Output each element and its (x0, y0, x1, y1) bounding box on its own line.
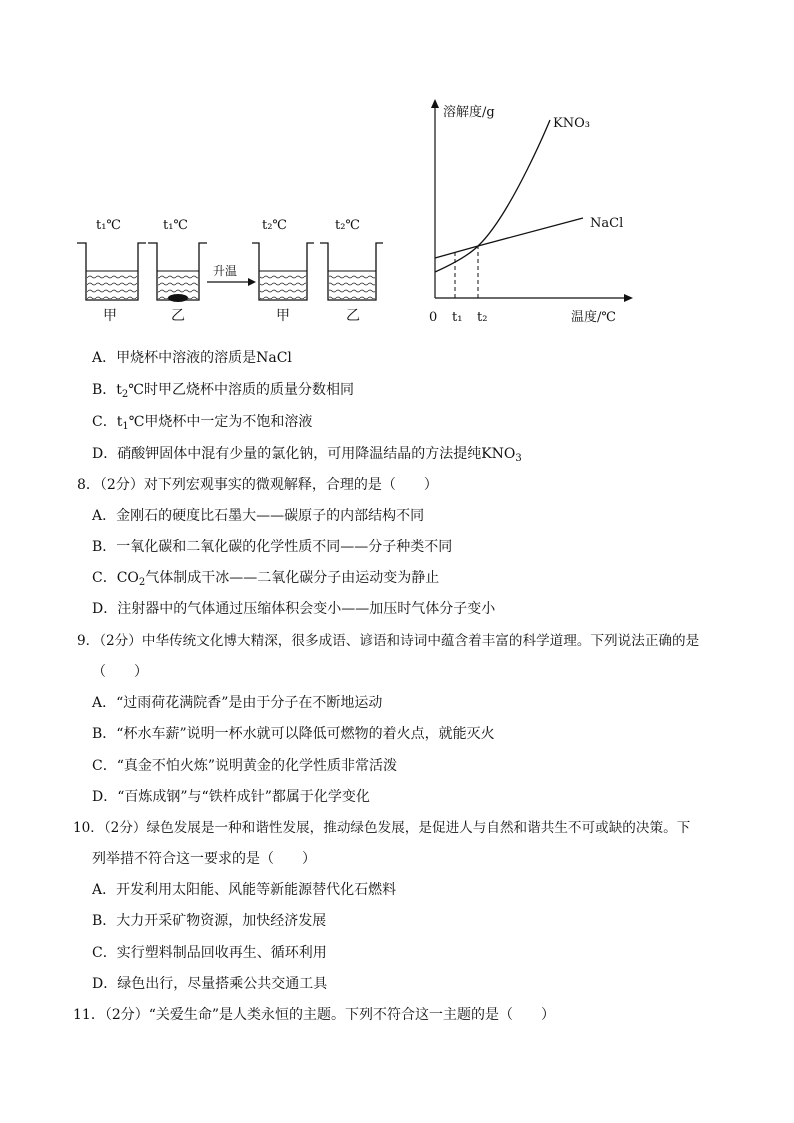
q10-option-d: D．绿色出行，尽量搭乘公共交通工具 (92, 976, 328, 992)
q8-stem: 8．（2分）对下列宏观事实的微观解释，合理的是（ ） (77, 477, 438, 493)
q10-option-b: B．大力开采矿物资源，加快经济发展 (92, 913, 327, 929)
q10-option-a: A．开发利用太阳能、风能等新能源替代化石燃料 (92, 882, 397, 898)
beaker-4-label: 乙 (346, 308, 360, 324)
q11-stem: 11．（2分）“关爱生命”是人类永恒的主题。下列不符合这一主题的是（ ） (73, 1007, 556, 1023)
beaker-2-label: 乙 (171, 308, 185, 324)
q10-stem: 10．（2分）绿色发展是一种和谐性发展，推动绿色发展，是促进人与自然和谐共生不可或缺的决策。下 (73, 820, 691, 836)
series-label-nacl: NaCl (590, 216, 624, 231)
beaker-1-label: 甲 (103, 308, 117, 324)
q8-option-b: B．一氧化碳和二氧化碳的化学性质不同——分子种类不同 (92, 539, 453, 555)
q9-stem: 9．（2分）中华传统文化博大精深，很多成语、谚语和诗词中蕴含着丰富的科学道理。下列说法正确的是 (77, 633, 700, 649)
q8-option-a: A．金刚石的硬度比石墨大——碳原子的内部结构不同 (92, 508, 425, 524)
x-axis-arrow (624, 294, 633, 302)
q8-option-d: D．注射器中的气体通过压缩体积会变小——加压时气体分子变小 (92, 601, 496, 617)
q10-stem-cont: 列举措不符合这一要求的是（ ） (92, 851, 316, 867)
x-tick-t2: t₂ (477, 310, 488, 325)
q8-option-c: C．$CO_2$气体制成干冰——二氧化碳分子由运动变为静止 (92, 570, 440, 588)
beaker-jia-t2 (252, 218, 314, 324)
beaker-3-temp: t₂℃ (262, 218, 287, 233)
nacl-curve (435, 218, 583, 258)
q9-option-c: C．“真金不怕火炼”说明黄金的化学性质非常活泼 (92, 758, 398, 774)
x-tick-t1: t₁ (452, 310, 463, 325)
q9-option-a: A．“过雨荷花满院香”是由于分子在不断地运动 (92, 695, 383, 711)
beaker-jia-t1 (77, 218, 146, 324)
q9-option-d: D．“百炼成钢”与“铁杵成针”都属于化学变化 (92, 789, 370, 805)
beaker-1-temp: t₁℃ (96, 218, 121, 233)
y-axis-arrow (431, 99, 439, 108)
beaker-yi-t1 (148, 218, 207, 324)
q9-stem-cont: （ ） (92, 664, 148, 680)
kno3-curve (435, 120, 550, 272)
q7-option-b: B．$t_2℃$时甲乙烧杯中溶质的质量分数相同 (92, 382, 354, 400)
heating-arrow (207, 263, 256, 286)
solubility-chart (429, 99, 633, 325)
y-axis-label: 溶解度/g (443, 105, 495, 120)
q9-option-b: B．“杯水车薪”说明一杯水就可以降低可燃物的着火点，就能灭火 (92, 726, 495, 742)
question-figure (0, 0, 794, 340)
x-axis-label: 温度/℃ (571, 310, 616, 325)
arrow-label: 升温 (213, 264, 238, 278)
beaker-yi-t2 (320, 218, 383, 324)
q7-option-d: D．硝酸钾固体中混有少量的氯化钠，可用降温结晶的方法提纯$KNO_3$ (92, 446, 522, 464)
q7-option-a: A．甲烧杯中溶液的溶质是NaCl (92, 350, 292, 366)
beaker-2-temp: t₁℃ (163, 218, 188, 233)
q7-option-c: C．$t_1℃$甲烧杯中一定为不饱和溶液 (92, 414, 313, 432)
beaker-4-temp: t₂℃ (335, 218, 360, 233)
beaker-3-label: 甲 (276, 308, 290, 324)
origin-label: 0 (429, 310, 438, 325)
undissolved-solid (168, 294, 188, 302)
series-label-kno3: KNO₃ (553, 116, 590, 131)
q10-option-c: C．实行塑料制品回收再生、循环利用 (92, 945, 327, 961)
